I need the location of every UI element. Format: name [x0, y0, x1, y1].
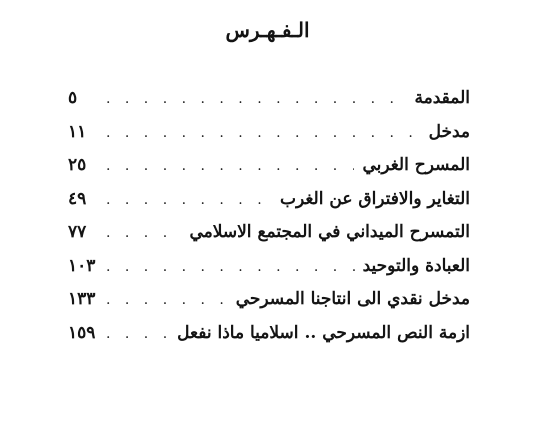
toc-entry: [68, 155, 470, 189]
dot-leader: [106, 192, 272, 208]
dot-leader: [106, 225, 181, 241]
toc-entry-label: ازمة النص المسرحي .. اسلاميا ماذا نفعل: [177, 322, 470, 343]
toc-entry-page: ٧٧: [68, 222, 87, 242]
page-title: الـفـهـرس: [225, 18, 310, 42]
toc-entry: [68, 289, 470, 323]
toc-entry-page: ١٠٣: [68, 255, 96, 276]
dot-leader: [106, 158, 354, 174]
toc-entry-label: التمسرح الميداني في المجتمع الاسلامي: [189, 222, 470, 242]
toc-entry-page: ١٥٩: [68, 322, 96, 343]
dot-leader: [106, 125, 421, 141]
dot-leader: [106, 259, 355, 275]
dot-leader: [106, 292, 228, 308]
toc-entry-page: ١٣٣: [68, 289, 96, 309]
toc-entry-label: مدخل: [428, 121, 470, 142]
toc-entry: [68, 189, 470, 223]
table-of-contents: [68, 88, 470, 356]
toc-entry-label: المسرح الغربي: [362, 155, 470, 175]
toc-entry: [68, 256, 470, 290]
toc-entry-label: العبادة والتوحيد: [362, 255, 470, 276]
toc-entry-label: المقدمة: [414, 88, 470, 108]
toc-entry-label: مدخل نقدي الى انتاجنا المسرحي: [235, 289, 470, 309]
toc-entry: [68, 222, 470, 256]
toc-entry: [68, 88, 470, 122]
toc-entry: [68, 122, 470, 156]
toc-entry-page: ٥: [68, 88, 78, 108]
toc-entry: [68, 323, 470, 357]
toc-entry-page: ١١: [68, 121, 87, 142]
toc-entry-page: ٢٥: [68, 155, 87, 175]
toc-entry-page: ٤٩: [68, 188, 87, 209]
dot-leader: [106, 326, 169, 342]
dot-leader: [106, 91, 407, 107]
toc-entry-label: التغاير والافتراق عن الغرب: [279, 188, 470, 209]
